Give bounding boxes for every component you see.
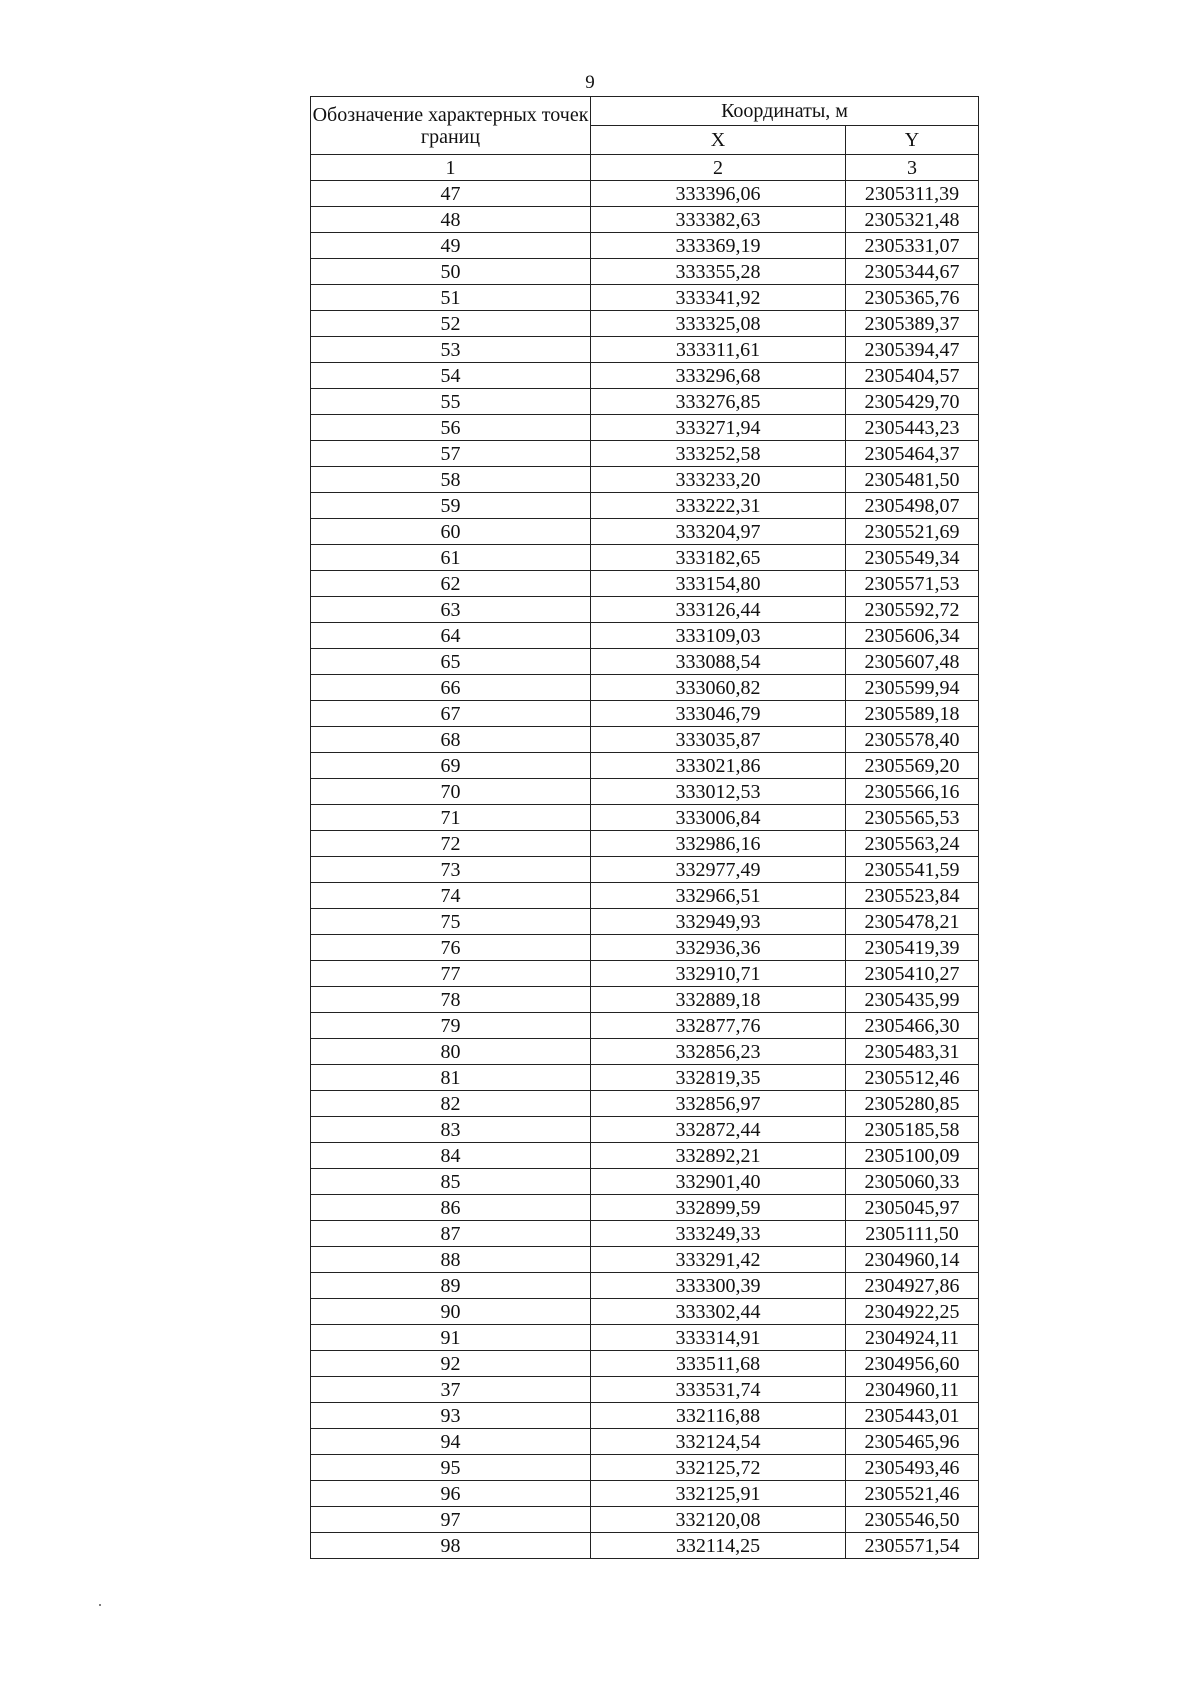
- table-row: [311, 1533, 979, 1559]
- y-coordinate-cell: 2305569,20: [846, 753, 979, 779]
- table-row: [311, 1429, 979, 1455]
- point-cell: 93: [311, 1403, 591, 1429]
- table-row: [311, 337, 979, 363]
- x-coordinate-cell: 333341,92: [591, 285, 846, 311]
- table-row: [311, 857, 979, 883]
- coordinates-header: Координаты, м: [591, 97, 979, 126]
- x-coordinate-cell: 333382,63: [591, 207, 846, 233]
- table-row: [311, 1455, 979, 1481]
- y-coordinate-cell: 2305100,09: [846, 1143, 979, 1169]
- point-cell: 50: [311, 259, 591, 285]
- x-coordinate-cell: 333314,91: [591, 1325, 846, 1351]
- table-row: [311, 1221, 979, 1247]
- y-coordinate-cell: 2305563,24: [846, 831, 979, 857]
- y-coordinate-cell: 2304960,11: [846, 1377, 979, 1403]
- point-cell: 87: [311, 1221, 591, 1247]
- table-row: [311, 1325, 979, 1351]
- x-coordinate-cell: 333222,31: [591, 493, 846, 519]
- point-cell: 54: [311, 363, 591, 389]
- table-row: [311, 1481, 979, 1507]
- y-coordinate-cell: 2305331,07: [846, 233, 979, 259]
- table-row: [311, 1377, 979, 1403]
- x-coordinate-cell: 332856,23: [591, 1039, 846, 1065]
- table-row: [311, 805, 979, 831]
- y-coordinate-cell: 2305578,40: [846, 727, 979, 753]
- y-coordinate-cell: 2305498,07: [846, 493, 979, 519]
- point-cell: 71: [311, 805, 591, 831]
- x-coordinate-cell: 333252,58: [591, 441, 846, 467]
- point-cell: 55: [311, 389, 591, 415]
- point-cell: 84: [311, 1143, 591, 1169]
- x-coordinate-cell: 332819,35: [591, 1065, 846, 1091]
- table-row: [311, 961, 979, 987]
- coordinates-table: [310, 96, 979, 1559]
- x-coordinate-cell: 333311,61: [591, 337, 846, 363]
- table-row: [311, 207, 979, 233]
- y-coordinate-cell: 2305429,70: [846, 389, 979, 415]
- y-header: Y: [846, 126, 979, 155]
- table-row: [311, 753, 979, 779]
- point-cell: 64: [311, 623, 591, 649]
- y-coordinate-cell: 2305443,23: [846, 415, 979, 441]
- x-coordinate-cell: 332124,54: [591, 1429, 846, 1455]
- x-coordinate-cell: 333060,82: [591, 675, 846, 701]
- table-row: [311, 233, 979, 259]
- x-coordinate-cell: 333291,42: [591, 1247, 846, 1273]
- y-coordinate-cell: 2305483,31: [846, 1039, 979, 1065]
- x-coordinate-cell: 333109,03: [591, 623, 846, 649]
- point-cell: 52: [311, 311, 591, 337]
- table-row: [311, 909, 979, 935]
- x-coordinate-cell: 333355,28: [591, 259, 846, 285]
- table-row: [311, 623, 979, 649]
- y-coordinate-cell: 2305410,27: [846, 961, 979, 987]
- y-coordinate-cell: 2305394,47: [846, 337, 979, 363]
- table-row: [311, 285, 979, 311]
- x-coordinate-cell: 332114,25: [591, 1533, 846, 1559]
- point-cell: 86: [311, 1195, 591, 1221]
- point-cell: 53: [311, 337, 591, 363]
- point-cell: 79: [311, 1013, 591, 1039]
- y-coordinate-cell: 2305404,57: [846, 363, 979, 389]
- x-coordinate-cell: 332116,88: [591, 1403, 846, 1429]
- point-cell: 97: [311, 1507, 591, 1533]
- x-coordinate-cell: 333271,94: [591, 415, 846, 441]
- y-coordinate-cell: 2305571,54: [846, 1533, 979, 1559]
- y-coordinate-cell: 2304960,14: [846, 1247, 979, 1273]
- table-row: [311, 1247, 979, 1273]
- y-coordinate-cell: 2305541,59: [846, 857, 979, 883]
- table-row: [311, 1299, 979, 1325]
- x-coordinate-cell: 333154,80: [591, 571, 846, 597]
- point-cell: 56: [311, 415, 591, 441]
- x-coordinate-cell: 333396,06: [591, 181, 846, 207]
- y-coordinate-cell: 2305389,37: [846, 311, 979, 337]
- y-coordinate-cell: 2305481,50: [846, 467, 979, 493]
- y-coordinate-cell: 2305549,34: [846, 545, 979, 571]
- y-coordinate-cell: 2305344,67: [846, 259, 979, 285]
- point-cell: 89: [311, 1273, 591, 1299]
- x-coordinate-cell: 332977,49: [591, 857, 846, 883]
- point-cell: 63: [311, 597, 591, 623]
- point-cell: 61: [311, 545, 591, 571]
- y-coordinate-cell: 2305566,16: [846, 779, 979, 805]
- x-coordinate-cell: 332910,71: [591, 961, 846, 987]
- x-coordinate-cell: 332125,72: [591, 1455, 846, 1481]
- point-cell: 85: [311, 1169, 591, 1195]
- x-coordinate-cell: 332889,18: [591, 987, 846, 1013]
- table-row: [311, 727, 979, 753]
- x-coordinate-cell: 333204,97: [591, 519, 846, 545]
- x-coordinate-cell: 333325,08: [591, 311, 846, 337]
- y-coordinate-cell: 2305571,53: [846, 571, 979, 597]
- point-cell: 70: [311, 779, 591, 805]
- x-coordinate-cell: 333046,79: [591, 701, 846, 727]
- y-coordinate-cell: 2305521,69: [846, 519, 979, 545]
- table-row: [311, 1143, 979, 1169]
- y-coordinate-cell: 2305321,48: [846, 207, 979, 233]
- point-cell: 62: [311, 571, 591, 597]
- point-cell: 94: [311, 1429, 591, 1455]
- point-cell: 72: [311, 831, 591, 857]
- table-row: [311, 1273, 979, 1299]
- table-row: [311, 259, 979, 285]
- x-coordinate-cell: 332986,16: [591, 831, 846, 857]
- y-coordinate-cell: 2305111,50: [846, 1221, 979, 1247]
- x-coordinate-cell: 332936,36: [591, 935, 846, 961]
- y-coordinate-cell: 2305060,33: [846, 1169, 979, 1195]
- x-coordinate-cell: 333006,84: [591, 805, 846, 831]
- y-coordinate-cell: 2305365,76: [846, 285, 979, 311]
- point-cell: 76: [311, 935, 591, 961]
- table-row: [311, 649, 979, 675]
- table-body: [311, 181, 979, 1559]
- point-cell: 49: [311, 233, 591, 259]
- point-cell: 91: [311, 1325, 591, 1351]
- x-coordinate-cell: 333300,39: [591, 1273, 846, 1299]
- x-coordinate-cell: 332877,76: [591, 1013, 846, 1039]
- table-row: [311, 1039, 979, 1065]
- y-coordinate-cell: 2305493,46: [846, 1455, 979, 1481]
- point-cell: 59: [311, 493, 591, 519]
- x-coordinate-cell: 332120,08: [591, 1507, 846, 1533]
- y-coordinate-cell: 2305607,48: [846, 649, 979, 675]
- point-cell: 73: [311, 857, 591, 883]
- x-coordinate-cell: 333035,87: [591, 727, 846, 753]
- table-row: [311, 1351, 979, 1377]
- table-row: [311, 987, 979, 1013]
- point-cell: 82: [311, 1091, 591, 1117]
- x-coordinate-cell: 333302,44: [591, 1299, 846, 1325]
- table-row: [311, 519, 979, 545]
- point-cell: 48: [311, 207, 591, 233]
- y-coordinate-cell: 2305464,37: [846, 441, 979, 467]
- y-coordinate-cell: 2305443,01: [846, 1403, 979, 1429]
- point-cell: 58: [311, 467, 591, 493]
- table-row: [311, 779, 979, 805]
- x-coordinate-cell: 332856,97: [591, 1091, 846, 1117]
- y-coordinate-cell: 2305606,34: [846, 623, 979, 649]
- point-cell: 95: [311, 1455, 591, 1481]
- table-row: [311, 675, 979, 701]
- point-cell: 75: [311, 909, 591, 935]
- x-coordinate-cell: 333511,68: [591, 1351, 846, 1377]
- point-cell: 80: [311, 1039, 591, 1065]
- table-row: [311, 935, 979, 961]
- y-coordinate-cell: 2305592,72: [846, 597, 979, 623]
- point-cell: 69: [311, 753, 591, 779]
- y-coordinate-cell: 2305465,96: [846, 1429, 979, 1455]
- table-row: [311, 311, 979, 337]
- table-row: [311, 831, 979, 857]
- table-row: [311, 467, 979, 493]
- y-coordinate-cell: 2305546,50: [846, 1507, 979, 1533]
- table-row: [311, 441, 979, 467]
- table-row: [311, 415, 979, 441]
- table-row: [311, 1403, 979, 1429]
- point-cell: 81: [311, 1065, 591, 1091]
- page-number: 9: [585, 72, 595, 93]
- x-coordinate-cell: 332966,51: [591, 883, 846, 909]
- point-cell: 74: [311, 883, 591, 909]
- table-row: [311, 545, 979, 571]
- table-row: [311, 1091, 979, 1117]
- y-coordinate-cell: 2304924,11: [846, 1325, 979, 1351]
- table-row: [311, 597, 979, 623]
- y-coordinate-cell: 2305589,18: [846, 701, 979, 727]
- point-cell: 47: [311, 181, 591, 207]
- x-coordinate-cell: 333233,20: [591, 467, 846, 493]
- point-cell: 65: [311, 649, 591, 675]
- y-coordinate-cell: 2305523,84: [846, 883, 979, 909]
- table-row: [311, 1195, 979, 1221]
- point-cell: 37: [311, 1377, 591, 1403]
- x-coordinate-cell: 333531,74: [591, 1377, 846, 1403]
- x-coordinate-cell: 332949,93: [591, 909, 846, 935]
- column-number-1: 1: [311, 155, 591, 181]
- x-coordinate-cell: 333126,44: [591, 597, 846, 623]
- table-row: [311, 1117, 979, 1143]
- table-row: [311, 571, 979, 597]
- y-coordinate-cell: 2305419,39: [846, 935, 979, 961]
- point-cell: 77: [311, 961, 591, 987]
- point-cell: 51: [311, 285, 591, 311]
- y-coordinate-cell: 2305565,53: [846, 805, 979, 831]
- table-row: [311, 1507, 979, 1533]
- y-coordinate-cell: 2305185,58: [846, 1117, 979, 1143]
- point-cell: 88: [311, 1247, 591, 1273]
- table-row: [311, 181, 979, 207]
- x-coordinate-cell: 332901,40: [591, 1169, 846, 1195]
- table-header: [311, 97, 979, 181]
- point-cell: 92: [311, 1351, 591, 1377]
- point-cell: 66: [311, 675, 591, 701]
- y-coordinate-cell: 2305435,99: [846, 987, 979, 1013]
- y-coordinate-cell: 2304956,60: [846, 1351, 979, 1377]
- point-designation-header: Обозначение характерных точек границ: [311, 97, 591, 155]
- y-coordinate-cell: 2304922,25: [846, 1299, 979, 1325]
- y-coordinate-cell: 2304927,86: [846, 1273, 979, 1299]
- table-row: [311, 701, 979, 727]
- y-coordinate-cell: 2305521,46: [846, 1481, 979, 1507]
- x-coordinate-cell: 332125,91: [591, 1481, 846, 1507]
- point-cell: 67: [311, 701, 591, 727]
- y-coordinate-cell: 2305311,39: [846, 181, 979, 207]
- point-cell: 57: [311, 441, 591, 467]
- table-row: [311, 493, 979, 519]
- column-number-2: 2: [591, 155, 846, 181]
- point-cell: 60: [311, 519, 591, 545]
- y-coordinate-cell: 2305512,46: [846, 1065, 979, 1091]
- x-coordinate-cell: 333021,86: [591, 753, 846, 779]
- point-cell: 83: [311, 1117, 591, 1143]
- scan-speck: [99, 1604, 101, 1606]
- y-coordinate-cell: 2305478,21: [846, 909, 979, 935]
- x-header: X: [591, 126, 846, 155]
- y-coordinate-cell: 2305466,30: [846, 1013, 979, 1039]
- point-cell: 96: [311, 1481, 591, 1507]
- table-row: [311, 1169, 979, 1195]
- x-coordinate-cell: 333369,19: [591, 233, 846, 259]
- point-cell: 90: [311, 1299, 591, 1325]
- y-coordinate-cell: 2305045,97: [846, 1195, 979, 1221]
- table-row: [311, 883, 979, 909]
- x-coordinate-cell: 333182,65: [591, 545, 846, 571]
- y-coordinate-cell: 2305599,94: [846, 675, 979, 701]
- x-coordinate-cell: 333276,85: [591, 389, 846, 415]
- table-row: [311, 1013, 979, 1039]
- x-coordinate-cell: 332892,21: [591, 1143, 846, 1169]
- point-cell: 78: [311, 987, 591, 1013]
- column-number-3: 3: [846, 155, 979, 181]
- x-coordinate-cell: 333296,68: [591, 363, 846, 389]
- x-coordinate-cell: 332872,44: [591, 1117, 846, 1143]
- point-cell: 68: [311, 727, 591, 753]
- y-coordinate-cell: 2305280,85: [846, 1091, 979, 1117]
- x-coordinate-cell: 333249,33: [591, 1221, 846, 1247]
- x-coordinate-cell: 333088,54: [591, 649, 846, 675]
- x-coordinate-cell: 333012,53: [591, 779, 846, 805]
- table-row: [311, 389, 979, 415]
- point-cell: 98: [311, 1533, 591, 1559]
- table-row: [311, 363, 979, 389]
- table-row: [311, 1065, 979, 1091]
- x-coordinate-cell: 332899,59: [591, 1195, 846, 1221]
